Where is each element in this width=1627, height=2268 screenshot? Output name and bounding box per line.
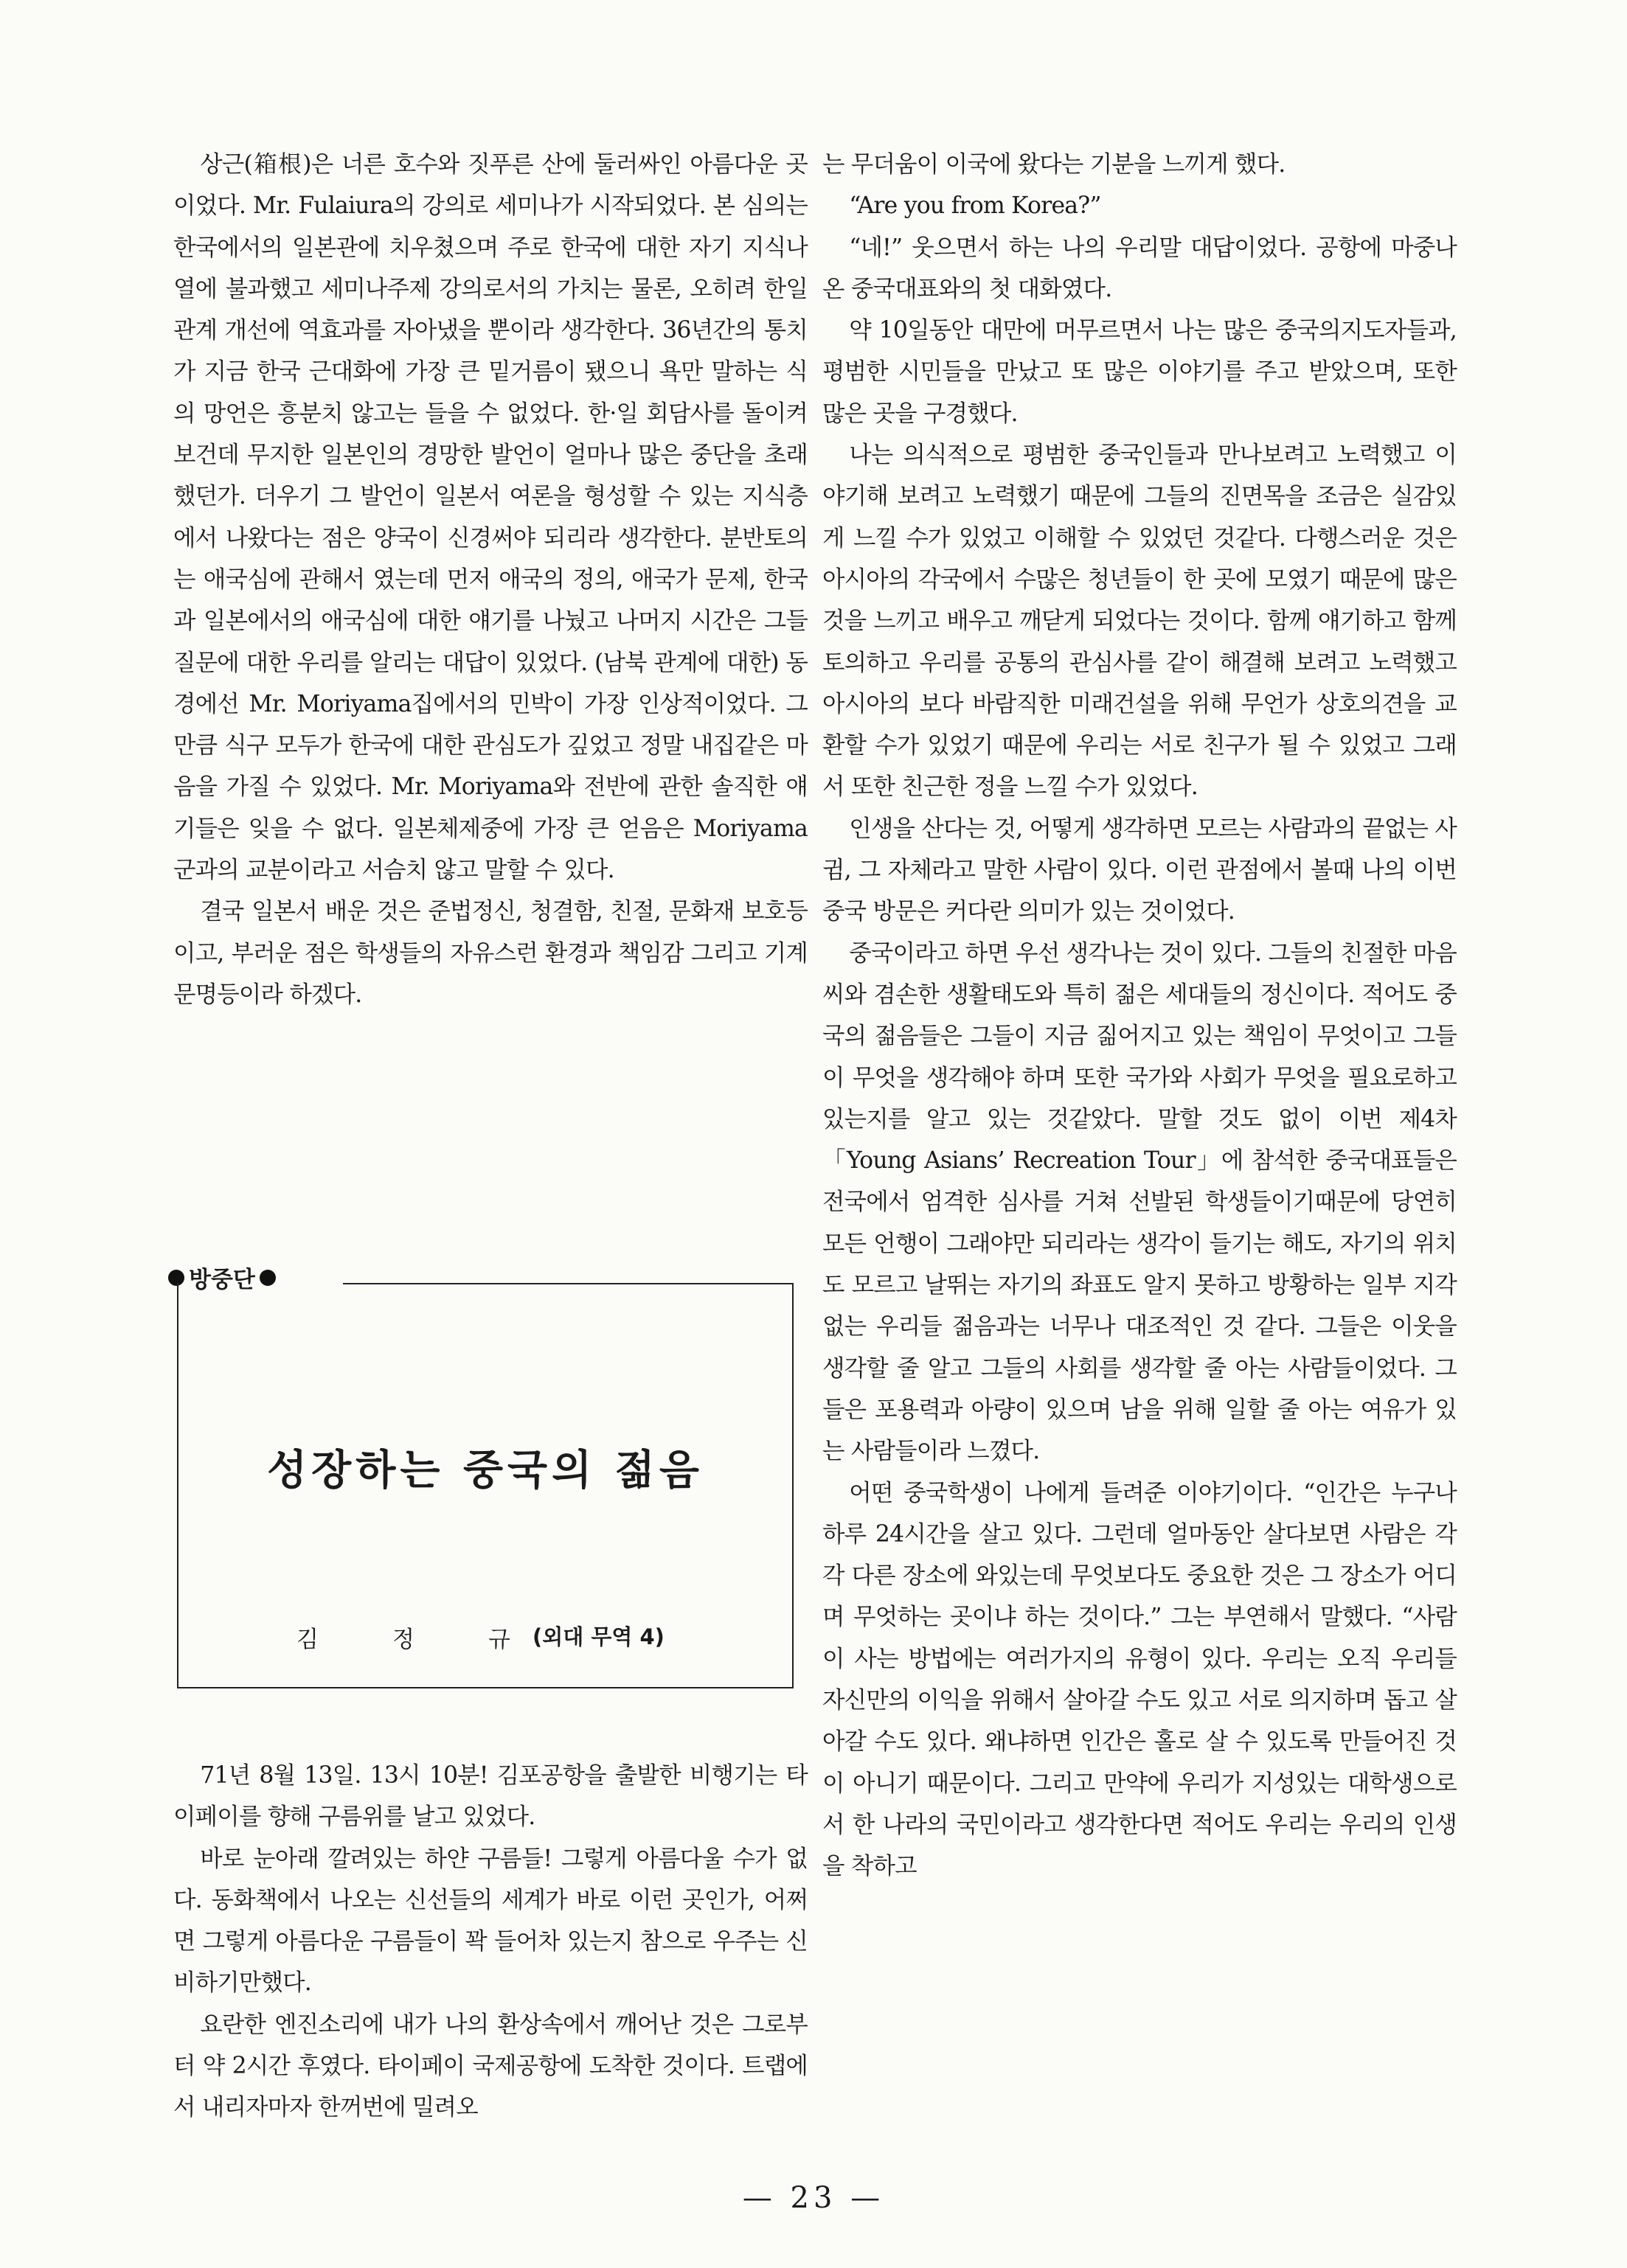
left-column-top bbox=[173, 144, 808, 1015]
author-name-char: 규 bbox=[488, 1627, 510, 1653]
page-number: — 23 — bbox=[742, 2181, 885, 2215]
section-label-text: 방중단 bbox=[189, 1267, 255, 1293]
paragraph: “네!” 웃으면서 하는 나의 우리말 대답이었다. 공항에 마중나온 중국대표와의 첫 대화였다. bbox=[822, 234, 1457, 302]
paragraph: 중국이라고 하면 우선 생각나는 것이 있다. 그들의 친절한 마음씨와 겸손한 생활태도와 특히 젊은 세대들의 정신이다. 적어도 중국의 젊음들은 그들이 지금 짊어지고 있는 책임이 무엇이고 그들이 무엇을 생각해야 하며 또한 국가와 사회가 무엇을 필요로하고 있는지를 알고 있는 것같았다. 말할 것도 없이 이번 제4차 「Young Asians’ Recreation Tour」에 참석한 중국대표들은 전국에서 엄격한 심사를 거쳐 선발된 학생들이기때문에 당연히 모든 언행이 그래야만 되리라는 생각이 들기는 해도, 자기의 위치도 모르고 날뛰는 자기의 좌표도 알지 못하고 방황하는 일부 지각없는 우리들 젊음과는 너무나 대조적인 것 같다. 그들은 이웃을 생각할 줄 알고 그들의 사회를 생각할 줄 아는 사람들이었다. 그들은 포용력과 아량이 있으며 남을 위해 일할 줄 아는 여유가 있는 사람들이라 느꼈다. bbox=[822, 939, 1457, 1465]
article-title: 성장하는 중국의 젊음 bbox=[267, 1446, 704, 1495]
paragraph: “Are you from Korea?” bbox=[849, 192, 1101, 220]
right-column bbox=[822, 144, 1457, 1887]
paragraph: 바로 눈아래 깔려있는 하얀 구름들! 그렇게 아름다울 수가 없다. 동화책에서 나오는 신선들의 세계가 바로 이런 곳인가, 어쩌면 그렇게 아름다운 구름들이 꽉 들어차 있는지 참으로 우주는 신비하기만했다. bbox=[173, 1845, 808, 1997]
paragraph: 는 무더움이 이국에 왔다는 기분을 느끼게 했다. bbox=[822, 151, 1286, 178]
paragraph: 71년 8월 13일. 13시 10분! 김포공항을 출발한 비행기는 타이페이를 향해 구름위를 날고 있었다. bbox=[173, 1762, 808, 1831]
paragraph: 인생을 산다는 것, 어떻게 생각하면 모르는 사람과의 끝없는 사귐, 그 자체라고 말한 사람이 있다. 이런 관점에서 볼때 나의 이번 중국 방문은 커다란 의미가 있는 것이었다. bbox=[822, 815, 1457, 925]
author-name-char: 김 bbox=[296, 1627, 319, 1653]
author-name-char: 정 bbox=[392, 1627, 414, 1653]
paragraph: 어떤 중국학생이 나에게 들려준 이야기이다. “인간은 누구나 하루 24시간을 살고 있다. 그런데 얼마동안 살다보면 사람은 각각 다른 장소에 와있는데 무엇보다도 중요한 것은 그 장소가 어디며 무엇하는 곳이냐 하는 것이다.” 그는 부연해서 말했다. “사람이 사는 방법에는 여러가지의 유형이 있다. 우리는 오직 우리들 자신만의 이익을 위해서 살아갈 수도 있고 서로 의지하며 돕고 살아갈 수도 있다. 왜냐하면 인간은 홀로 살 수 있도록 만들어진 것이 아니기 때문이다. 그리고 만약에 우리가 지성있는 대학생으로서 한 나라의 국민이라고 생각한다면 적어도 우리는 우리의 인생을 착하고 bbox=[822, 1479, 1457, 1880]
paragraph: 요란한 엔진소리에 내가 나의 환상속에서 깨어난 것은 그로부터 약 2시간 후였다. 타이페이 국제공항에 도착한 것이다. 트랩에서 내리자마자 한꺼번에 밀려오 bbox=[173, 2011, 808, 2121]
paragraph: 결국 일본서 배운 것은 준법정신, 청결함, 친절, 문화재 보호등이고, 부러운 점은 학생들의 자유스런 환경과 책임감 그리고 기계문명등이라 하겠다. bbox=[173, 898, 808, 1008]
author-affiliation: (외대 무역 4) bbox=[532, 1624, 665, 1649]
paragraph: 상근(箱根)은 너른 호수와 짓푸른 산에 둘러싸인 아름다운 곳이었다. Mr. Fulaiura의 강의로 세미나가 시작되었다. 본 심의는 한국에서의 일본관에 치우쳤으며 주로 한국에 대한 자기 지식나열에 불과했고 세미나주제 강의로서의 가치는 물론, 오히려 한일관계 개선에 역효과를 자아냈을 뿐이라 생각한다. 36년간의 통치가 지금 한국 근대화에 가장 큰 밑거름이 됐으니 욕만 말하는 식의 망언은 흥분치 않고는 들을 수 없었다. 한·일 회담사를 돌이켜 보건데 무지한 일본인의 경망한 발언이 얼마나 많은 중단을 초래했던가. 더우기 그 발언이 일본서 여론을 형성할 수 있는 지식층에서 나왔다는 점은 양국이 신경써야 되리라 생각한다. 분반토의는 애국심에 관해서 였는데 먼저 애국의 정의, 애국가 문제, 한국과 일본에서의 애국심에 대한 얘기를 나눴고 나머지 시간은 그들 질문에 대한 우리를 알리는 대답이 있었다. (남북 관계에 대한) 동경에선 Mr. Moriyama집에서의 민박이 가장 인상적이었다. 그만큼 식구 모두가 한국에 대한 관심도가 깊었고 정말 내집같은 마음을 가질 수 있었다. Mr. Moriyama와 전반에 관한 솔직한 얘기들은 잊을 수 없다. 일본체제중에 가장 큰 얻음은 Moriyama군과의 교분이라고 서슴치 않고 말할 수 있다. bbox=[173, 151, 808, 884]
paragraph: 나는 의식적으로 평범한 중국인들과 만나보려고 노력했고 이야기해 보려고 노력했기 때문에 그들의 진면목을 조금은 실감있게 느낄 수가 있었고 이해할 수 있었던 것같다. 다행스러운 것은 아시아의 각국에서 수많은 청년들이 한 곳에 모였기 때문에 많은 것을 느끼고 배우고 깨닫게 되었다는 것이다. 함께 얘기하고 함께 토의하고 우리를 공통의 관심사를 같이 해결해 보려고 노력했고 아시아의 보다 바람직한 미래건설을 위해 무언가 상호의견을 교환할 수가 있었기 때문에 우리는 서로 친구가 될 수 있었고 그래서 또한 친근한 정을 느낄 수가 있었다. bbox=[822, 442, 1457, 801]
paragraph: 약 10일동안 대만에 머무르면서 나는 많은 중국의지도자들과, 평범한 시민들을 만났고 또 많은 이야기를 주고 받았으며, 또한 많은 곳을 구경했다. bbox=[822, 317, 1457, 427]
left-column-bottom bbox=[173, 1755, 808, 2129]
title-box bbox=[177, 1283, 794, 1688]
